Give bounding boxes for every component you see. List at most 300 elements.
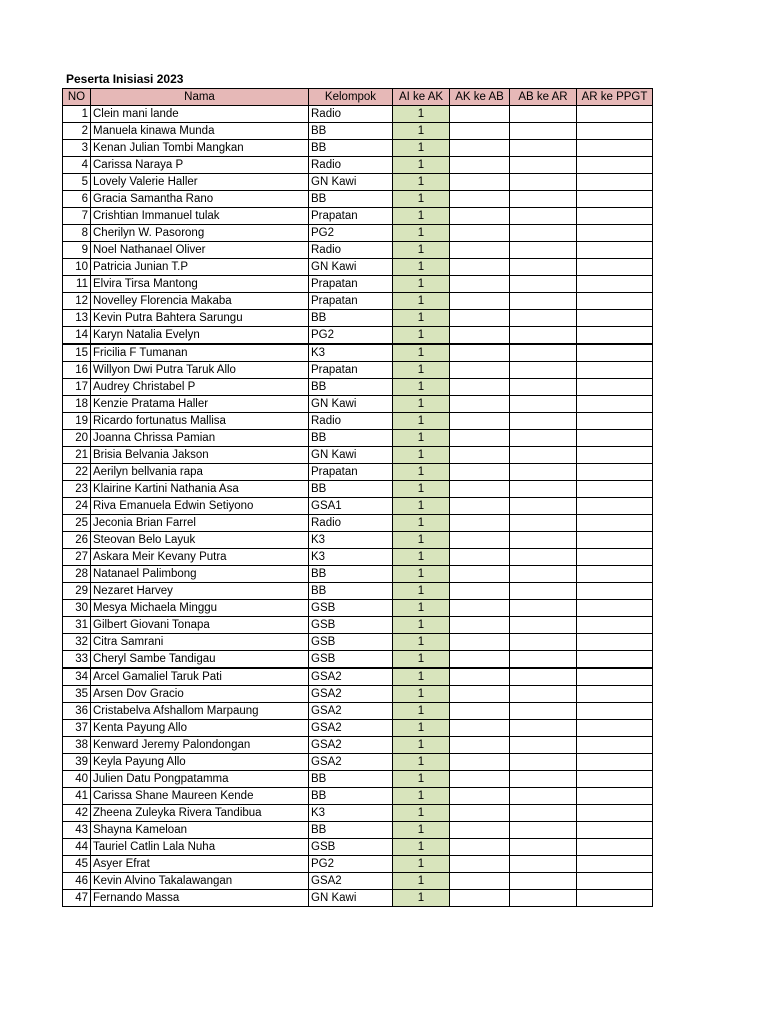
cell-ar-ke-ppgt[interactable] [577, 430, 653, 447]
cell-kelompok[interactable]: Prapatan [309, 293, 393, 310]
cell-kelompok[interactable]: GSA2 [309, 686, 393, 703]
cell-ak-ke-ab[interactable] [450, 788, 510, 805]
cell-ar-ke-ppgt[interactable] [577, 651, 653, 669]
cell-ak-ke-ab[interactable] [450, 617, 510, 634]
cell-ai-ke-ak[interactable]: 1 [393, 566, 450, 583]
cell-ab-ke-ar[interactable] [510, 839, 577, 856]
cell-kelompok[interactable]: GSA2 [309, 873, 393, 890]
cell-kelompok[interactable]: GN Kawi [309, 890, 393, 907]
cell-ab-ke-ar[interactable] [510, 805, 577, 822]
cell-nama[interactable]: Cherilyn W. Pasorong [91, 225, 309, 242]
cell-kelompok[interactable]: BB [309, 481, 393, 498]
cell-kelompok[interactable]: BB [309, 123, 393, 140]
cell-ab-ke-ar[interactable] [510, 532, 577, 549]
cell-ai-ke-ak[interactable]: 1 [393, 600, 450, 617]
cell-nama[interactable]: Audrey Christabel P [91, 379, 309, 396]
cell-ak-ke-ab[interactable] [450, 805, 510, 822]
header-nama[interactable]: Nama [91, 89, 309, 106]
cell-no[interactable]: 44 [63, 839, 91, 856]
cell-no[interactable]: 25 [63, 515, 91, 532]
cell-ak-ke-ab[interactable] [450, 464, 510, 481]
cell-nama[interactable]: Kenward Jeremy Palondongan [91, 737, 309, 754]
cell-kelompok[interactable]: K3 [309, 549, 393, 566]
cell-ak-ke-ab[interactable] [450, 293, 510, 310]
cell-nama[interactable]: Mesya Michaela Minggu [91, 600, 309, 617]
cell-no[interactable]: 11 [63, 276, 91, 293]
cell-ab-ke-ar[interactable] [510, 856, 577, 873]
cell-kelompok[interactable]: GSA2 [309, 754, 393, 771]
cell-no[interactable]: 19 [63, 413, 91, 430]
cell-kelompok[interactable]: Radio [309, 106, 393, 123]
cell-ab-ke-ar[interactable] [510, 447, 577, 464]
cell-ab-ke-ar[interactable] [510, 344, 577, 362]
cell-no[interactable]: 46 [63, 873, 91, 890]
cell-ai-ke-ak[interactable]: 1 [393, 686, 450, 703]
cell-ar-ke-ppgt[interactable] [577, 174, 653, 191]
cell-kelompok[interactable]: Prapatan [309, 276, 393, 293]
cell-ai-ke-ak[interactable]: 1 [393, 481, 450, 498]
cell-ab-ke-ar[interactable] [510, 703, 577, 720]
cell-ab-ke-ar[interactable] [510, 208, 577, 225]
cell-nama[interactable]: Askara Meir Kevany Putra [91, 549, 309, 566]
cell-no[interactable]: 2 [63, 123, 91, 140]
cell-kelompok[interactable]: GN Kawi [309, 259, 393, 276]
cell-ak-ke-ab[interactable] [450, 600, 510, 617]
cell-no[interactable]: 6 [63, 191, 91, 208]
cell-ar-ke-ppgt[interactable] [577, 157, 653, 174]
cell-ai-ke-ak[interactable]: 1 [393, 447, 450, 464]
cell-ar-ke-ppgt[interactable] [577, 873, 653, 890]
cell-no[interactable]: 29 [63, 583, 91, 600]
cell-ab-ke-ar[interactable] [510, 686, 577, 703]
cell-ar-ke-ppgt[interactable] [577, 344, 653, 362]
cell-ar-ke-ppgt[interactable] [577, 259, 653, 276]
cell-nama[interactable]: Carissa Naraya P [91, 157, 309, 174]
cell-nama[interactable]: Noel Nathanael Oliver [91, 242, 309, 259]
cell-ab-ke-ar[interactable] [510, 464, 577, 481]
cell-ar-ke-ppgt[interactable] [577, 634, 653, 651]
cell-ab-ke-ar[interactable] [510, 498, 577, 515]
cell-ab-ke-ar[interactable] [510, 140, 577, 157]
cell-ai-ke-ak[interactable]: 1 [393, 805, 450, 822]
cell-ak-ke-ab[interactable] [450, 771, 510, 788]
cell-no[interactable]: 31 [63, 617, 91, 634]
cell-kelompok[interactable]: PG2 [309, 856, 393, 873]
cell-ak-ke-ab[interactable] [450, 327, 510, 345]
cell-no[interactable]: 1 [63, 106, 91, 123]
cell-ab-ke-ar[interactable] [510, 362, 577, 379]
cell-nama[interactable]: Karyn Natalia Evelyn [91, 327, 309, 345]
cell-ai-ke-ak[interactable]: 1 [393, 651, 450, 669]
cell-ai-ke-ak[interactable]: 1 [393, 634, 450, 651]
cell-ar-ke-ppgt[interactable] [577, 600, 653, 617]
cell-ak-ke-ab[interactable] [450, 447, 510, 464]
cell-kelompok[interactable]: BB [309, 771, 393, 788]
cell-no[interactable]: 4 [63, 157, 91, 174]
cell-ar-ke-ppgt[interactable] [577, 396, 653, 413]
cell-nama[interactable]: Keyla Payung Allo [91, 754, 309, 771]
cell-kelompok[interactable]: GSB [309, 651, 393, 669]
cell-ar-ke-ppgt[interactable] [577, 327, 653, 345]
cell-ar-ke-ppgt[interactable] [577, 583, 653, 600]
cell-ak-ke-ab[interactable] [450, 890, 510, 907]
cell-kelompok[interactable]: GN Kawi [309, 447, 393, 464]
cell-ai-ke-ak[interactable]: 1 [393, 668, 450, 686]
cell-ar-ke-ppgt[interactable] [577, 242, 653, 259]
cell-ai-ke-ak[interactable]: 1 [393, 157, 450, 174]
cell-nama[interactable]: Cheryl Sambe Tandigau [91, 651, 309, 669]
cell-nama[interactable]: Kenta Payung Allo [91, 720, 309, 737]
cell-ab-ke-ar[interactable] [510, 106, 577, 123]
cell-ak-ke-ab[interactable] [450, 720, 510, 737]
cell-ak-ke-ab[interactable] [450, 259, 510, 276]
cell-ab-ke-ar[interactable] [510, 754, 577, 771]
cell-kelompok[interactable]: GSA2 [309, 703, 393, 720]
cell-ai-ke-ak[interactable]: 1 [393, 396, 450, 413]
cell-ai-ke-ak[interactable]: 1 [393, 413, 450, 430]
cell-nama[interactable]: Clein mani lande [91, 106, 309, 123]
cell-ab-ke-ar[interactable] [510, 174, 577, 191]
cell-kelompok[interactable]: K3 [309, 344, 393, 362]
cell-ab-ke-ar[interactable] [510, 327, 577, 345]
cell-ar-ke-ppgt[interactable] [577, 566, 653, 583]
cell-no[interactable]: 35 [63, 686, 91, 703]
cell-no[interactable]: 42 [63, 805, 91, 822]
cell-no[interactable]: 41 [63, 788, 91, 805]
cell-ak-ke-ab[interactable] [450, 873, 510, 890]
cell-no[interactable]: 38 [63, 737, 91, 754]
cell-ai-ke-ak[interactable]: 1 [393, 140, 450, 157]
cell-ak-ke-ab[interactable] [450, 191, 510, 208]
cell-ab-ke-ar[interactable] [510, 413, 577, 430]
cell-ai-ke-ak[interactable]: 1 [393, 106, 450, 123]
cell-nama[interactable]: Kevin Alvino Takalawangan [91, 873, 309, 890]
cell-nama[interactable]: Citra Samrani [91, 634, 309, 651]
header-ar-ke-ppgt[interactable]: AR ke PPGT [577, 89, 653, 106]
cell-no[interactable]: 39 [63, 754, 91, 771]
cell-ai-ke-ak[interactable]: 1 [393, 344, 450, 362]
cell-no[interactable]: 43 [63, 822, 91, 839]
cell-nama[interactable]: Brisia Belvania Jakson [91, 447, 309, 464]
cell-ab-ke-ar[interactable] [510, 225, 577, 242]
cell-no[interactable]: 22 [63, 464, 91, 481]
cell-no[interactable]: 30 [63, 600, 91, 617]
cell-ab-ke-ar[interactable] [510, 293, 577, 310]
cell-nama[interactable]: Willyon Dwi Putra Taruk Allo [91, 362, 309, 379]
cell-ai-ke-ak[interactable]: 1 [393, 362, 450, 379]
cell-nama[interactable]: Asyer Efrat [91, 856, 309, 873]
cell-ai-ke-ak[interactable]: 1 [393, 515, 450, 532]
cell-ab-ke-ar[interactable] [510, 583, 577, 600]
cell-ak-ke-ab[interactable] [450, 379, 510, 396]
cell-ai-ke-ak[interactable]: 1 [393, 498, 450, 515]
cell-kelompok[interactable]: GSB [309, 617, 393, 634]
cell-kelompok[interactable]: BB [309, 788, 393, 805]
cell-ai-ke-ak[interactable]: 1 [393, 720, 450, 737]
cell-kelompok[interactable]: GN Kawi [309, 174, 393, 191]
cell-ai-ke-ak[interactable]: 1 [393, 549, 450, 566]
cell-ar-ke-ppgt[interactable] [577, 123, 653, 140]
cell-nama[interactable]: Klairine Kartini Nathania Asa [91, 481, 309, 498]
cell-ai-ke-ak[interactable]: 1 [393, 464, 450, 481]
cell-ak-ke-ab[interactable] [450, 822, 510, 839]
cell-ak-ke-ab[interactable] [450, 668, 510, 686]
cell-kelompok[interactable]: GSB [309, 839, 393, 856]
cell-ak-ke-ab[interactable] [450, 106, 510, 123]
cell-ai-ke-ak[interactable]: 1 [393, 771, 450, 788]
cell-no[interactable]: 7 [63, 208, 91, 225]
header-kelompok[interactable]: Kelompok [309, 89, 393, 106]
cell-ar-ke-ppgt[interactable] [577, 362, 653, 379]
cell-kelompok[interactable]: Radio [309, 515, 393, 532]
cell-no[interactable]: 21 [63, 447, 91, 464]
cell-ai-ke-ak[interactable]: 1 [393, 737, 450, 754]
cell-ar-ke-ppgt[interactable] [577, 737, 653, 754]
cell-ar-ke-ppgt[interactable] [577, 293, 653, 310]
cell-nama[interactable]: Shayna Kameloan [91, 822, 309, 839]
cell-no[interactable]: 20 [63, 430, 91, 447]
cell-ak-ke-ab[interactable] [450, 634, 510, 651]
cell-ab-ke-ar[interactable] [510, 481, 577, 498]
cell-kelompok[interactable]: PG2 [309, 327, 393, 345]
cell-ar-ke-ppgt[interactable] [577, 140, 653, 157]
cell-ai-ke-ak[interactable]: 1 [393, 532, 450, 549]
cell-ak-ke-ab[interactable] [450, 583, 510, 600]
cell-kelompok[interactable]: BB [309, 140, 393, 157]
cell-no[interactable]: 13 [63, 310, 91, 327]
cell-ab-ke-ar[interactable] [510, 600, 577, 617]
cell-kelompok[interactable]: BB [309, 583, 393, 600]
header-ak-ke-ab[interactable]: AK ke AB [450, 89, 510, 106]
header-no[interactable]: NO [63, 89, 91, 106]
cell-ak-ke-ab[interactable] [450, 396, 510, 413]
cell-ab-ke-ar[interactable] [510, 242, 577, 259]
cell-ar-ke-ppgt[interactable] [577, 720, 653, 737]
cell-ak-ke-ab[interactable] [450, 549, 510, 566]
cell-ai-ke-ak[interactable]: 1 [393, 242, 450, 259]
cell-ab-ke-ar[interactable] [510, 259, 577, 276]
cell-ak-ke-ab[interactable] [450, 651, 510, 669]
cell-ab-ke-ar[interactable] [510, 617, 577, 634]
cell-ar-ke-ppgt[interactable] [577, 413, 653, 430]
cell-kelompok[interactable]: BB [309, 822, 393, 839]
cell-kelompok[interactable]: Prapatan [309, 464, 393, 481]
cell-nama[interactable]: Novelley Florencia Makaba [91, 293, 309, 310]
cell-no[interactable]: 12 [63, 293, 91, 310]
cell-ak-ke-ab[interactable] [450, 532, 510, 549]
cell-no[interactable]: 17 [63, 379, 91, 396]
cell-ai-ke-ak[interactable]: 1 [393, 276, 450, 293]
cell-no[interactable]: 40 [63, 771, 91, 788]
cell-nama[interactable]: Tauriel Catlin Lala Nuha [91, 839, 309, 856]
cell-ak-ke-ab[interactable] [450, 737, 510, 754]
cell-nama[interactable]: Steovan Belo Layuk [91, 532, 309, 549]
cell-kelompok[interactable]: BB [309, 379, 393, 396]
cell-ab-ke-ar[interactable] [510, 668, 577, 686]
cell-no[interactable]: 23 [63, 481, 91, 498]
cell-kelompok[interactable]: GSB [309, 634, 393, 651]
cell-ab-ke-ar[interactable] [510, 634, 577, 651]
cell-ai-ke-ak[interactable]: 1 [393, 208, 450, 225]
cell-ak-ke-ab[interactable] [450, 174, 510, 191]
cell-ar-ke-ppgt[interactable] [577, 464, 653, 481]
cell-ak-ke-ab[interactable] [450, 140, 510, 157]
cell-ar-ke-ppgt[interactable] [577, 788, 653, 805]
cell-nama[interactable]: Arcel Gamaliel Taruk Pati [91, 668, 309, 686]
cell-nama[interactable]: Crishtian Immanuel tulak [91, 208, 309, 225]
header-ai-ke-ak[interactable]: AI ke AK [393, 89, 450, 106]
cell-nama[interactable]: Elvira Tirsa Mantong [91, 276, 309, 293]
cell-no[interactable]: 45 [63, 856, 91, 873]
cell-ar-ke-ppgt[interactable] [577, 498, 653, 515]
cell-ai-ke-ak[interactable]: 1 [393, 788, 450, 805]
cell-ai-ke-ak[interactable]: 1 [393, 225, 450, 242]
cell-ak-ke-ab[interactable] [450, 208, 510, 225]
cell-kelompok[interactable]: GSA2 [309, 737, 393, 754]
cell-ar-ke-ppgt[interactable] [577, 856, 653, 873]
cell-ar-ke-ppgt[interactable] [577, 686, 653, 703]
cell-ak-ke-ab[interactable] [450, 430, 510, 447]
cell-ab-ke-ar[interactable] [510, 515, 577, 532]
cell-nama[interactable]: Kevin Putra Bahtera Sarungu [91, 310, 309, 327]
cell-ak-ke-ab[interactable] [450, 856, 510, 873]
cell-no[interactable]: 9 [63, 242, 91, 259]
cell-ai-ke-ak[interactable]: 1 [393, 617, 450, 634]
cell-kelompok[interactable]: Radio [309, 413, 393, 430]
cell-nama[interactable]: Fernando Massa [91, 890, 309, 907]
cell-no[interactable]: 33 [63, 651, 91, 669]
cell-ak-ke-ab[interactable] [450, 703, 510, 720]
cell-ar-ke-ppgt[interactable] [577, 890, 653, 907]
cell-ai-ke-ak[interactable]: 1 [393, 310, 450, 327]
cell-ar-ke-ppgt[interactable] [577, 191, 653, 208]
cell-ar-ke-ppgt[interactable] [577, 549, 653, 566]
cell-ar-ke-ppgt[interactable] [577, 754, 653, 771]
cell-no[interactable]: 36 [63, 703, 91, 720]
cell-ar-ke-ppgt[interactable] [577, 447, 653, 464]
cell-ai-ke-ak[interactable]: 1 [393, 873, 450, 890]
cell-no[interactable]: 10 [63, 259, 91, 276]
cell-ak-ke-ab[interactable] [450, 566, 510, 583]
cell-no[interactable]: 32 [63, 634, 91, 651]
cell-ab-ke-ar[interactable] [510, 890, 577, 907]
cell-no[interactable]: 24 [63, 498, 91, 515]
cell-ab-ke-ar[interactable] [510, 822, 577, 839]
cell-no[interactable]: 3 [63, 140, 91, 157]
cell-nama[interactable]: Kenan Julian Tombi Mangkan [91, 140, 309, 157]
cell-no[interactable]: 15 [63, 344, 91, 362]
cell-ar-ke-ppgt[interactable] [577, 805, 653, 822]
cell-no[interactable]: 16 [63, 362, 91, 379]
cell-ab-ke-ar[interactable] [510, 771, 577, 788]
cell-kelompok[interactable]: BB [309, 191, 393, 208]
cell-ar-ke-ppgt[interactable] [577, 822, 653, 839]
cell-ab-ke-ar[interactable] [510, 310, 577, 327]
cell-no[interactable]: 27 [63, 549, 91, 566]
cell-ai-ke-ak[interactable]: 1 [393, 327, 450, 345]
cell-ar-ke-ppgt[interactable] [577, 532, 653, 549]
cell-ab-ke-ar[interactable] [510, 651, 577, 669]
header-ab-ke-ar[interactable]: AB ke AR [510, 89, 577, 106]
cell-ai-ke-ak[interactable]: 1 [393, 379, 450, 396]
cell-ak-ke-ab[interactable] [450, 344, 510, 362]
cell-kelompok[interactable]: GN Kawi [309, 396, 393, 413]
cell-ar-ke-ppgt[interactable] [577, 617, 653, 634]
cell-nama[interactable]: Manuela kinawa Munda [91, 123, 309, 140]
cell-ab-ke-ar[interactable] [510, 788, 577, 805]
cell-nama[interactable]: Zheena Zuleyka Rivera Tandibua [91, 805, 309, 822]
cell-no[interactable]: 28 [63, 566, 91, 583]
cell-nama[interactable]: Gracia Samantha Rano [91, 191, 309, 208]
cell-nama[interactable]: Carissa Shane Maureen Kende [91, 788, 309, 805]
cell-kelompok[interactable]: Prapatan [309, 362, 393, 379]
cell-nama[interactable]: Nezaret Harvey [91, 583, 309, 600]
cell-nama[interactable]: Arsen Dov Gracio [91, 686, 309, 703]
cell-ak-ke-ab[interactable] [450, 839, 510, 856]
cell-ai-ke-ak[interactable]: 1 [393, 174, 450, 191]
cell-nama[interactable]: Cristabelva Afshallom Marpaung [91, 703, 309, 720]
cell-ak-ke-ab[interactable] [450, 362, 510, 379]
cell-ab-ke-ar[interactable] [510, 720, 577, 737]
cell-ai-ke-ak[interactable]: 1 [393, 822, 450, 839]
cell-ai-ke-ak[interactable]: 1 [393, 293, 450, 310]
cell-no[interactable]: 26 [63, 532, 91, 549]
cell-ar-ke-ppgt[interactable] [577, 310, 653, 327]
cell-ab-ke-ar[interactable] [510, 737, 577, 754]
cell-ak-ke-ab[interactable] [450, 498, 510, 515]
cell-nama[interactable]: Ricardo fortunatus Mallisa [91, 413, 309, 430]
cell-nama[interactable]: Riva Emanuela Edwin Setiyono [91, 498, 309, 515]
cell-nama[interactable]: Fricilia F Tumanan [91, 344, 309, 362]
cell-kelompok[interactable]: BB [309, 430, 393, 447]
cell-ak-ke-ab[interactable] [450, 123, 510, 140]
cell-ar-ke-ppgt[interactable] [577, 771, 653, 788]
cell-ar-ke-ppgt[interactable] [577, 276, 653, 293]
cell-ab-ke-ar[interactable] [510, 873, 577, 890]
cell-ak-ke-ab[interactable] [450, 225, 510, 242]
cell-ab-ke-ar[interactable] [510, 566, 577, 583]
cell-ar-ke-ppgt[interactable] [577, 668, 653, 686]
cell-ai-ke-ak[interactable]: 1 [393, 259, 450, 276]
cell-ab-ke-ar[interactable] [510, 123, 577, 140]
cell-nama[interactable]: Julien Datu Pongpatamma [91, 771, 309, 788]
cell-nama[interactable]: Natanael Palimbong [91, 566, 309, 583]
cell-kelompok[interactable]: GSA2 [309, 668, 393, 686]
cell-ab-ke-ar[interactable] [510, 157, 577, 174]
cell-kelompok[interactable]: BB [309, 566, 393, 583]
cell-ar-ke-ppgt[interactable] [577, 208, 653, 225]
cell-nama[interactable]: Patricia Junian T.P [91, 259, 309, 276]
cell-ab-ke-ar[interactable] [510, 430, 577, 447]
cell-ab-ke-ar[interactable] [510, 191, 577, 208]
cell-nama[interactable]: Joanna Chrissa Pamian [91, 430, 309, 447]
cell-ar-ke-ppgt[interactable] [577, 839, 653, 856]
cell-ab-ke-ar[interactable] [510, 379, 577, 396]
cell-kelompok[interactable]: PG2 [309, 225, 393, 242]
cell-kelompok[interactable]: GSA1 [309, 498, 393, 515]
cell-ai-ke-ak[interactable]: 1 [393, 839, 450, 856]
cell-nama[interactable]: Gilbert Giovani Tonapa [91, 617, 309, 634]
cell-no[interactable]: 18 [63, 396, 91, 413]
cell-kelompok[interactable]: K3 [309, 805, 393, 822]
cell-ar-ke-ppgt[interactable] [577, 225, 653, 242]
cell-ak-ke-ab[interactable] [450, 276, 510, 293]
cell-ak-ke-ab[interactable] [450, 515, 510, 532]
cell-ar-ke-ppgt[interactable] [577, 703, 653, 720]
cell-kelompok[interactable]: GSA2 [309, 720, 393, 737]
cell-no[interactable]: 8 [63, 225, 91, 242]
cell-no[interactable]: 47 [63, 890, 91, 907]
